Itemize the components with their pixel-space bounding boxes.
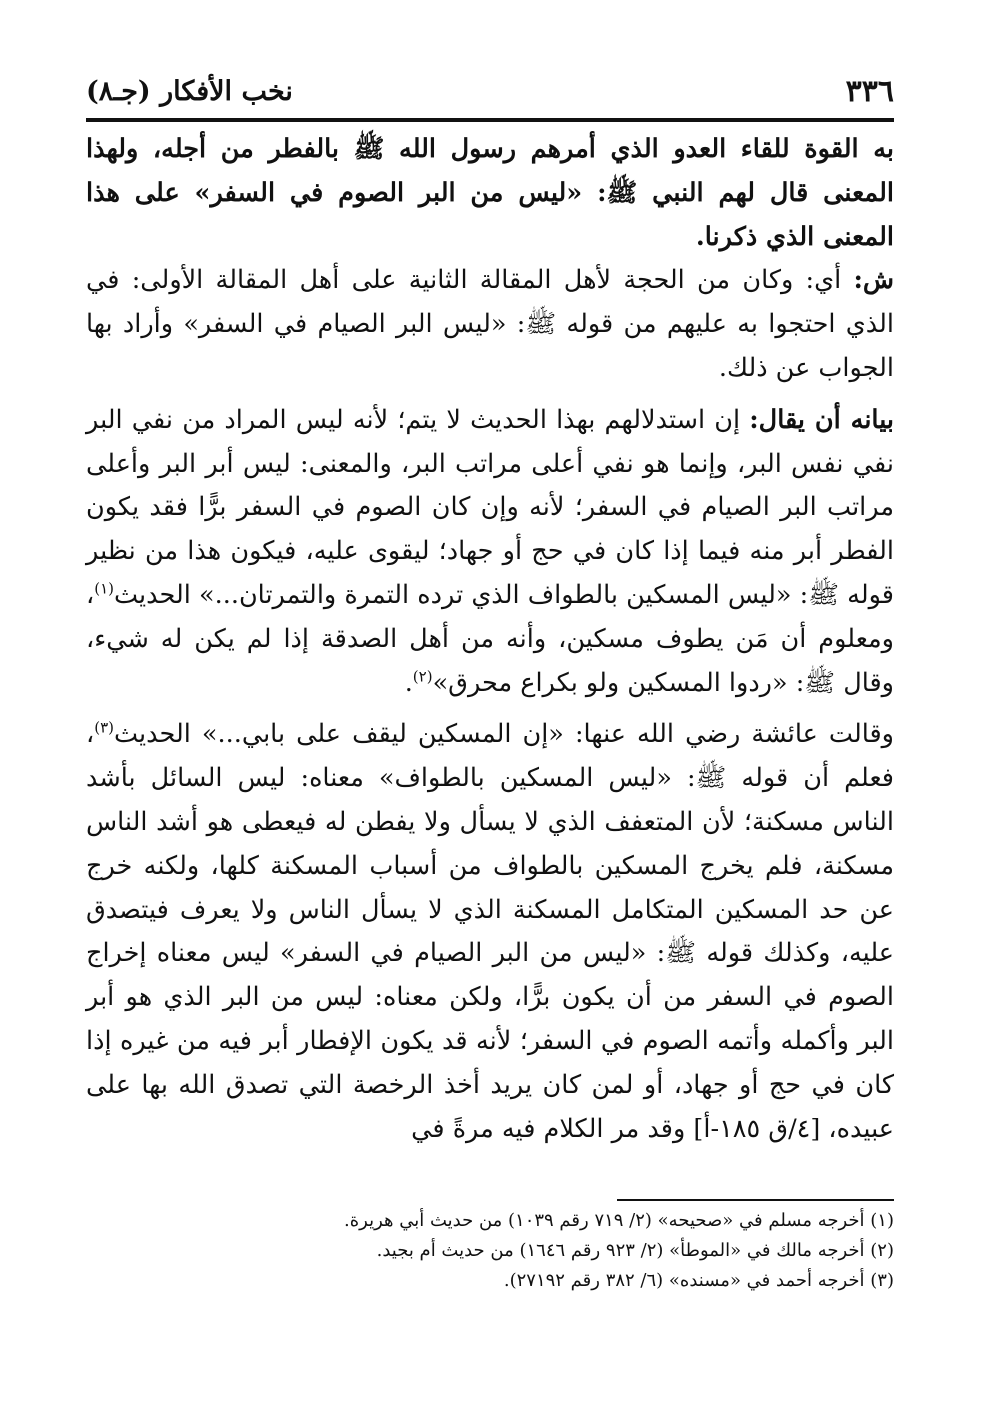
paragraph-4-text-2: ، فعلم أن قوله ﷺ: «ليس المسكين بالطواف» معناه: ليس السائل بأشد الناس مسكنة؛ لأن المتعفف الذي لا يسأل ولا يفطن له فيعطى هو أشد الناس مسكنة، فلم يخرج المسكين بالطواف من أسباب المسكنة كلها، ولكنه خرج عن حد المسكين المتكامل المسكنة الذي لا يسأل الناس ولا يعرف فيتصدق عليه، وكذلك قوله ﷺ: «ليس من البر الصيام في السفر» ليس معناه إخراج الصوم في السفر من أن يكون برًّا، ولكن معناه: ليس من البر الذي هو أبر البر وأكمله وأتمه الصوم في السفر؛ لأنه قد يكون الإفطار أبر فيه من غيره إذا كان في حج أو جهاد، أو لمن كان يريد أخذ الرخصة التي تصدق الله بها على عبيده، [٤/ق ١٨٥-أ] وقد مر الكلام فيه مرةً في — [86, 719, 894, 1144]
paragraph-3-text: إن استدلالهم بهذا الحديث لا يتم؛ لأنه ليس المراد من نفي البر نفي نفس البر، وإنما هو نفي أعلى مراتب البر، والمعنى: ليس أبر البر وأعلى مراتب البر الصيام في السفر؛ لأنه وإن كان الصوم في السفر برًّا فقد يكون الفطر أبر منه فيما إذا كان في حج أو جهاد؛ ليقوى عليه، فيكون هذا من نظير قوله ﷺ: «ليس المسكين بالطواف الذي ترده التمرة والتمرتان...» الحديث — [86, 404, 894, 610]
footnote-3: (٣) أخرجه أحمد في «مسنده» (٦/ ٣٨٢ رقم ٢٧١٩٢). — [503, 1270, 894, 1291]
paragraph-3-text-3: . — [404, 667, 413, 698]
page-header — [86, 72, 894, 116]
paragraph-3 — [86, 399, 894, 706]
paragraph-4-text: وقالت عائشة رضي الله عنها: «إن المسكين ليقف على بابي...» الحديث — [114, 719, 894, 750]
paragraph-1 — [86, 128, 894, 259]
page-number: ٣٣٦ — [845, 74, 894, 109]
paragraph-4 — [86, 713, 894, 1151]
running-title: نخب الأفكار (جـ٨) — [86, 76, 293, 107]
footnote-1: (١) أخرجه مسلم في «صحيحه» (٢/ ٧١٩ رقم ١٠٣٩) من حديث أبي هريرة. — [343, 1210, 894, 1231]
paragraph-3-lead: بيانه أن يقال: — [749, 404, 894, 435]
paragraph-3-text-2: ، ومعلوم أن مَن يطوف مسكين، وأنه من أهل الصدقة إذا لم يكن له شيء، وقال ﷺ: «ردوا المسكين ولو بكراع محرق» — [86, 579, 894, 698]
footnote-ref-1[interactable]: (١) — [94, 579, 115, 598]
footnote-ref-3[interactable]: (٣) — [94, 718, 115, 737]
paragraph-2-lead: ش: — [853, 265, 894, 296]
paragraph-2-text: أي: وكان من الحجة لأهل المقالة الثانية على أهل المقالة الأولى: في الذي احتجوا به عليهم من قوله ﷺ: «ليس البر الصيام في السفر» وأراد بها الجواب عن ذلك. — [86, 265, 894, 383]
main-text — [86, 128, 894, 1151]
footnote-separator — [617, 1199, 894, 1201]
paragraph-1-text: به القوة للقاء العدو الذي أمرهم رسول الله ﷺ بالفطر من أجله، ولهذا المعنى قال لهم النبي ﷺ: «ليس من البر الصوم في السفر» على هذا المعنى الذي ذكرنا. — [86, 134, 894, 252]
footnotes — [86, 1206, 894, 1296]
footnote-ref-2[interactable]: (٢) — [412, 667, 433, 686]
header-rule — [86, 118, 894, 122]
paragraph-2 — [86, 259, 894, 390]
footnote-2: (٢) أخرجه مالك في «الموطأ» (٢/ ٩٢٣ رقم ١٦٤٦) من حديث أم بجيد. — [376, 1240, 894, 1261]
